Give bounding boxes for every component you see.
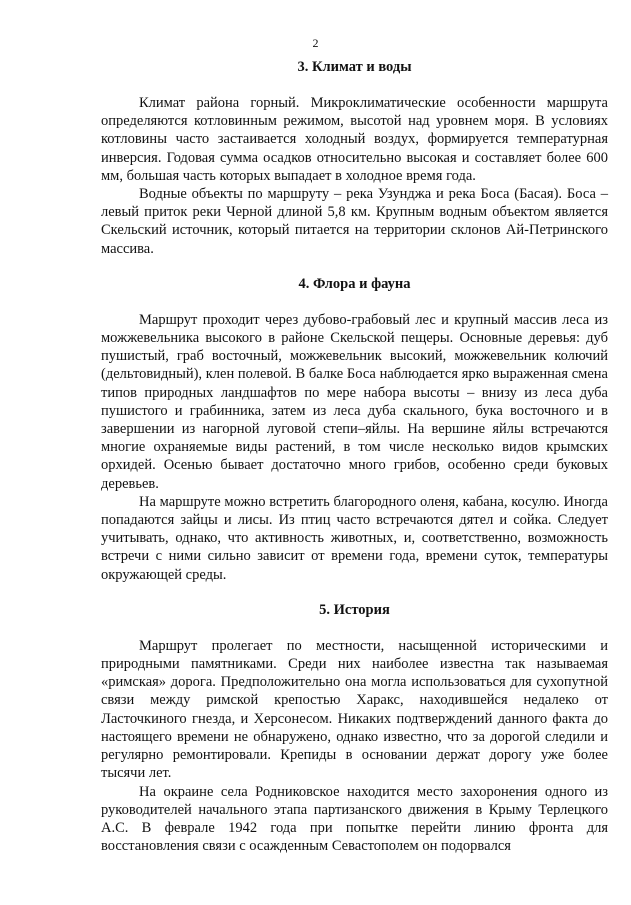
section-flora-and-fauna bbox=[101, 275, 608, 584]
section-title: 5. История bbox=[319, 601, 390, 618]
document-body bbox=[101, 58, 608, 855]
paragraph: Водные объекты по маршруту – река Узунджа и река Боса (Басая). Боса – левый приток реки Черной длиной 5,8 км. Крупным водным объектом является Скельский источник, который питается на территории склонов Ай-Петринского массива. bbox=[101, 186, 608, 257]
section-title: 3. Климат и воды bbox=[297, 59, 412, 75]
paragraph: Климат района горный. Микроклиматические особенности маршрута определяются котловинным режимом, высотой над уровнем моря. В условиях котловины часто застаивается холодный воздух, формируется температурная инверсия. Годовая сумма осадков относительно высокая и составляет более 600 мм, большая часть которых выпадает в холодное время года. bbox=[101, 95, 608, 184]
section-history bbox=[101, 601, 608, 855]
section-title: 4. Флора и фауна bbox=[298, 275, 411, 292]
paragraph: На окраине села Родниковское находится место захоронения одного из руководителей начального этапа партизанского движения в Крыму Терлецкого А.С. В феврале 1942 года при попытке перейти линию фронта для восстановления связи с осажденным Севастополем он подорвался bbox=[101, 783, 608, 855]
paragraph: На маршруте можно встретить благородного оленя, кабана, косулю. Иногда попадаются зайцы и лисы. Из птиц часто встречаются дятел и сойка. Следует учитывать, однако, что активность животных, и, соответственно, возможность встречи с ними сильно зависит от времени года, времени суток, температуры окружающей среды. bbox=[101, 493, 608, 583]
paragraph: Маршрут пролегает по местности, насыщенной историческими и природными памятниками. Среди них наиболее известна так называемая «римская» дорога. Предположительно она могла использоваться для сухопутной связи между римской крепостью Харакс, находившейся недалеко от Ласточкиного гнезда, и Херсонесом. Никаких подтверждений данного факта до настоящего времени не обнаружено, однако известно, что за дорогой следили и регулярно ремонтировали. Крепиды в основании держат дорогу уже более тысячи лет. bbox=[101, 637, 608, 782]
paragraph: Маршрут проходит через дубово-грабовый лес и крупный массив леса из можжевельника высокого в районе Скельской пещеры. Основные деревья: дуб пушистый, граб восточный, можжевельник высокий, можжевельник колючий (дельтовидный), клен полевой. В балке Боса наблюдается ярко выраженная смена типов природных ландшафтов по мере набора высоты – внизу из леса дуба пушистого и грабинника, затем из леса дуба скального, бука восточного и в завершении из нагорной луговой степи–яйлы. На вершине яйлы встречаются многие охраняемые виды растений, в том числе несколько видов крымских орхидей. Осенью бывает достаточно много грибов, особенно среди буковых деревьев. bbox=[101, 311, 608, 492]
section-climate-and-waters bbox=[101, 58, 608, 258]
page-number: 2 bbox=[312, 36, 319, 50]
